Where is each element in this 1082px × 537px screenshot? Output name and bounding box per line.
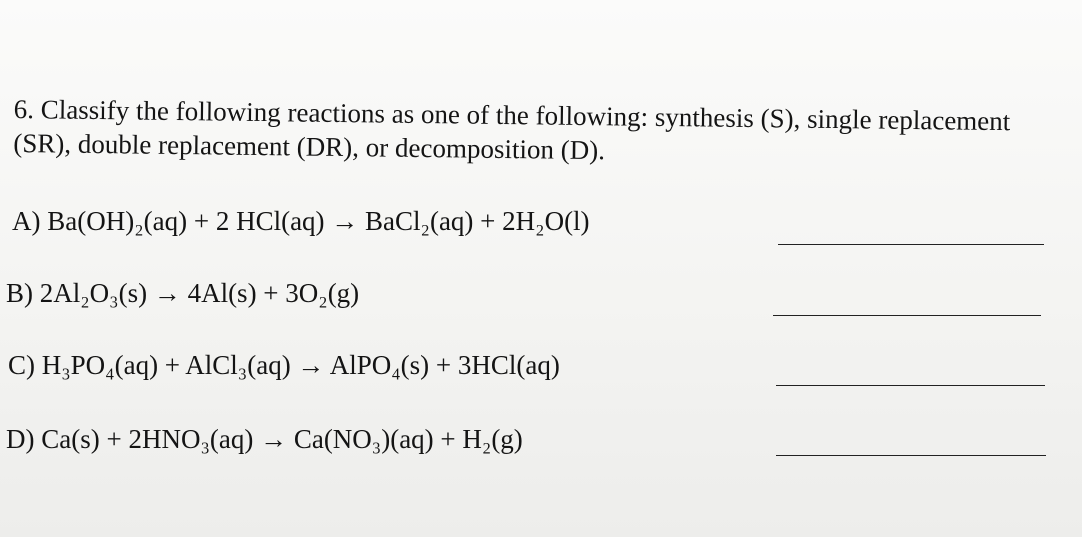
question-prompt: 6. Classify the following reactions as one of the following: synthesis (S), single replacement (SR), double replacement (DR), or decomposition (D).	[13, 93, 1011, 166]
answer-blank-b[interactable]	[773, 315, 1041, 316]
reaction-d: D) Ca(s) + 2HNO₃(aq) → Ca(NO₃)(aq) + H₂(g)	[6, 424, 523, 454]
answer-blank-a[interactable]	[778, 244, 1044, 245]
reaction-b: B) 2Al₂O₃(s) → 4Al(s) + 3O₂(g)	[6, 278, 360, 308]
reaction-c: C) H₃PO₄(aq) + AlCl₃(aq) → AlPO₄(s) + 3HCl(aq)	[8, 350, 560, 380]
reaction-a: A) Ba(OH)₂(aq) + 2 HCl(aq) → BaCl₂(aq) + 2H₂O(l)	[12, 206, 590, 236]
answer-blank-d[interactable]	[776, 455, 1046, 456]
answer-blank-c[interactable]	[776, 385, 1045, 386]
